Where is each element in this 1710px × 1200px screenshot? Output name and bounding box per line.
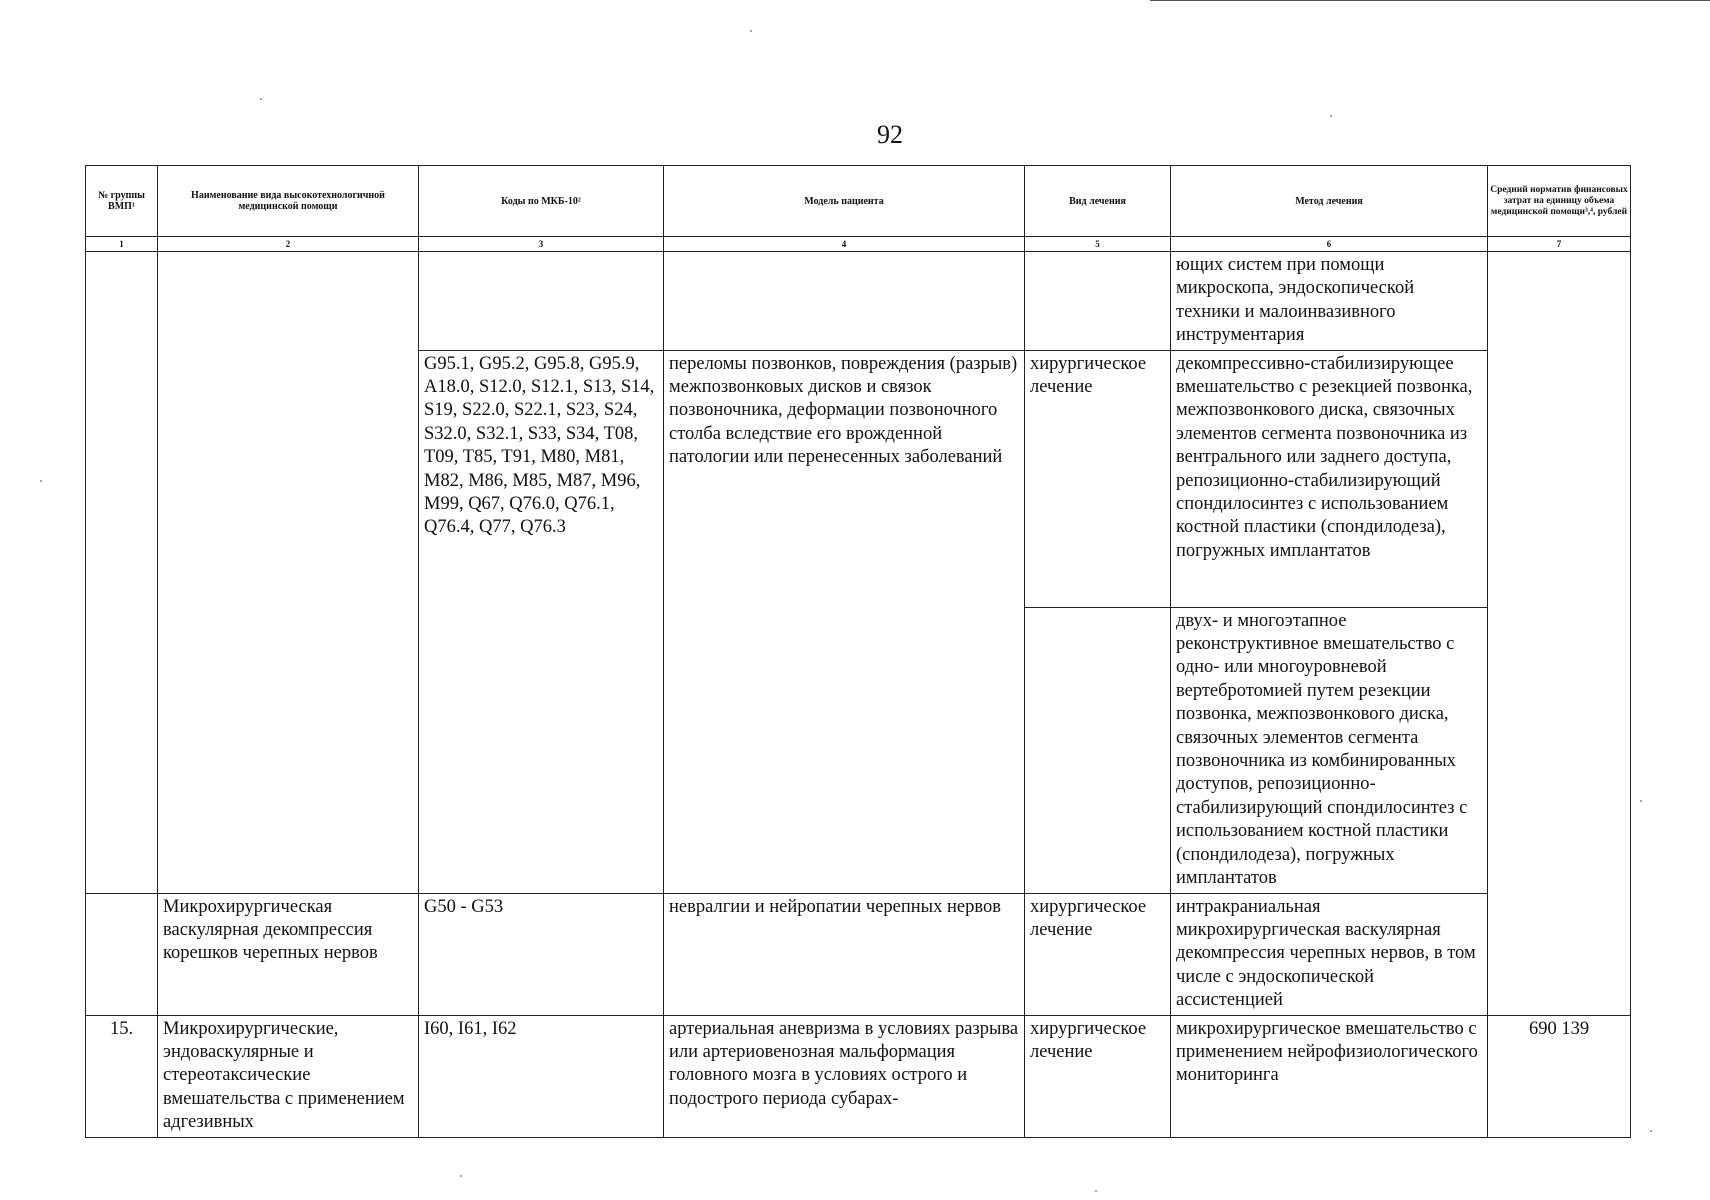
scan-speck	[1330, 115, 1332, 117]
model-cell-empty	[664, 252, 1025, 351]
scan-speck	[260, 98, 262, 100]
column-number: 1	[86, 237, 158, 252]
table-row	[86, 1015, 1631, 1137]
column-number: 4	[664, 237, 1025, 252]
header-icd-codes: Коды по МКБ-10²	[419, 166, 664, 237]
group-cell: 15.	[86, 1015, 158, 1137]
model-cell: переломы позвонков, повреждения (разрыв) межпозвонковых дисков и связок позвоночника, деформации позвоночного столба вследствие его врожденной патологии или перенесенных заболеваний	[664, 350, 1025, 893]
column-number: 5	[1025, 237, 1171, 252]
scan-speck	[750, 30, 752, 32]
header-treatment-type: Вид лечения	[1025, 166, 1171, 237]
model-cell: артериальная аневризма в условиях разрыва или артериовенозная мальформация головного мозга в условиях острого и подострого периода субарах-	[664, 1015, 1025, 1137]
scan-speck	[40, 480, 42, 482]
codes-cell: G95.1, G95.2, G95.8, G95.9, A18.0, S12.0, S12.1, S13, S14, S19, S22.0, S22.1, S23, S24, S32.0, S32.1, S33, S34, T08, T09, T85, T91, M80, M81, M82, M86, M85, M87, M96, M99, Q67, Q76.0, Q76.1, Q76.4, Q77, Q76.3	[419, 350, 664, 893]
vmp-table	[85, 165, 1631, 1138]
treatment-cell: хирургическое лечение	[1025, 1015, 1171, 1137]
method-cell: ющих систем при помощи микроскопа, эндоскопической техники и малоинвазивного инструментария	[1171, 252, 1488, 351]
column-number: 3	[419, 237, 664, 252]
header-treatment-method: Метод лечения	[1171, 166, 1488, 237]
method-cell: интракраниальная микрохирургическая васкулярная декомпрессия черепных нервов, в том числе с эндоскопической ассистенцией	[1171, 893, 1488, 1015]
codes-cell-empty	[419, 252, 664, 351]
treatment-cell-empty	[1025, 252, 1171, 351]
care-type-cell: Микрохирургические, эндоваскулярные и стереотаксические вмешательства с применением адгезивных	[158, 1015, 419, 1137]
column-number: 7	[1488, 237, 1631, 252]
top-edge-line	[1150, 0, 1710, 1]
scan-speck	[460, 1175, 462, 1177]
treatment-cell-empty	[1025, 607, 1171, 893]
header-group-number: № группы ВМП¹	[86, 166, 158, 237]
group-cell-empty	[86, 252, 158, 894]
column-number: 6	[1171, 237, 1488, 252]
method-cell: двух- и многоэтапное реконструктивное вмешательство с одно- или многоуровневой вертебротомией путем резекции позвонка, межпозвонкового диска, связочных элементов сегмента позвоночника из комбинированных доступов, репозиционно-стабилизирующий спондилосинтез с использованием костной пластики (спондилодеза), погружных имплантатов	[1171, 607, 1488, 893]
scan-speck	[1650, 1130, 1652, 1132]
care-type-cell-empty	[158, 252, 419, 894]
header-cost-norm: Средний норматив финансовых затрат на единицу объема медицинской помощи³,⁴, рублей	[1488, 166, 1631, 237]
header-row	[86, 166, 1631, 237]
group-cell-empty	[86, 893, 158, 1015]
table-row	[86, 893, 1631, 1015]
page-number: 92	[877, 120, 903, 149]
method-cell: декомпрессивно-стабилизирующее вмешательство с резекцией позвонка, межпозвонкового диска, связочных элементов сегмента позвоночника из вентрального или заднего доступа, репозиционно-стабилизирующий спондилосинтез с использованием костной пластики (спондилодеза), погружных имплантатов	[1171, 350, 1488, 607]
table-row	[86, 252, 1631, 351]
treatment-cell: хирургическое лечение	[1025, 350, 1171, 607]
codes-cell: I60, I61, I62	[419, 1015, 664, 1137]
method-cell: микрохирургическое вмешательство с применением нейрофизиологического мониторинга	[1171, 1015, 1488, 1137]
scan-speck	[1640, 800, 1642, 802]
treatment-cell: хирургическое лечение	[1025, 893, 1171, 1015]
header-care-type: Наименование вида высокотехнологичной медицинской помощи	[158, 166, 419, 237]
header-patient-model: Модель пациента	[664, 166, 1025, 237]
column-number-row	[86, 237, 1631, 252]
scan-speck	[1095, 1190, 1097, 1192]
codes-cell: G50 - G53	[419, 893, 664, 1015]
cost-cell-empty	[1488, 252, 1631, 1016]
care-type-cell: Микрохирургическая васкулярная декомпрессия корешков черепных нервов	[158, 893, 419, 1015]
column-number: 2	[158, 237, 419, 252]
model-cell: невралгии и нейропатии черепных нервов	[664, 893, 1025, 1015]
cost-cell: 690 139	[1488, 1015, 1631, 1137]
